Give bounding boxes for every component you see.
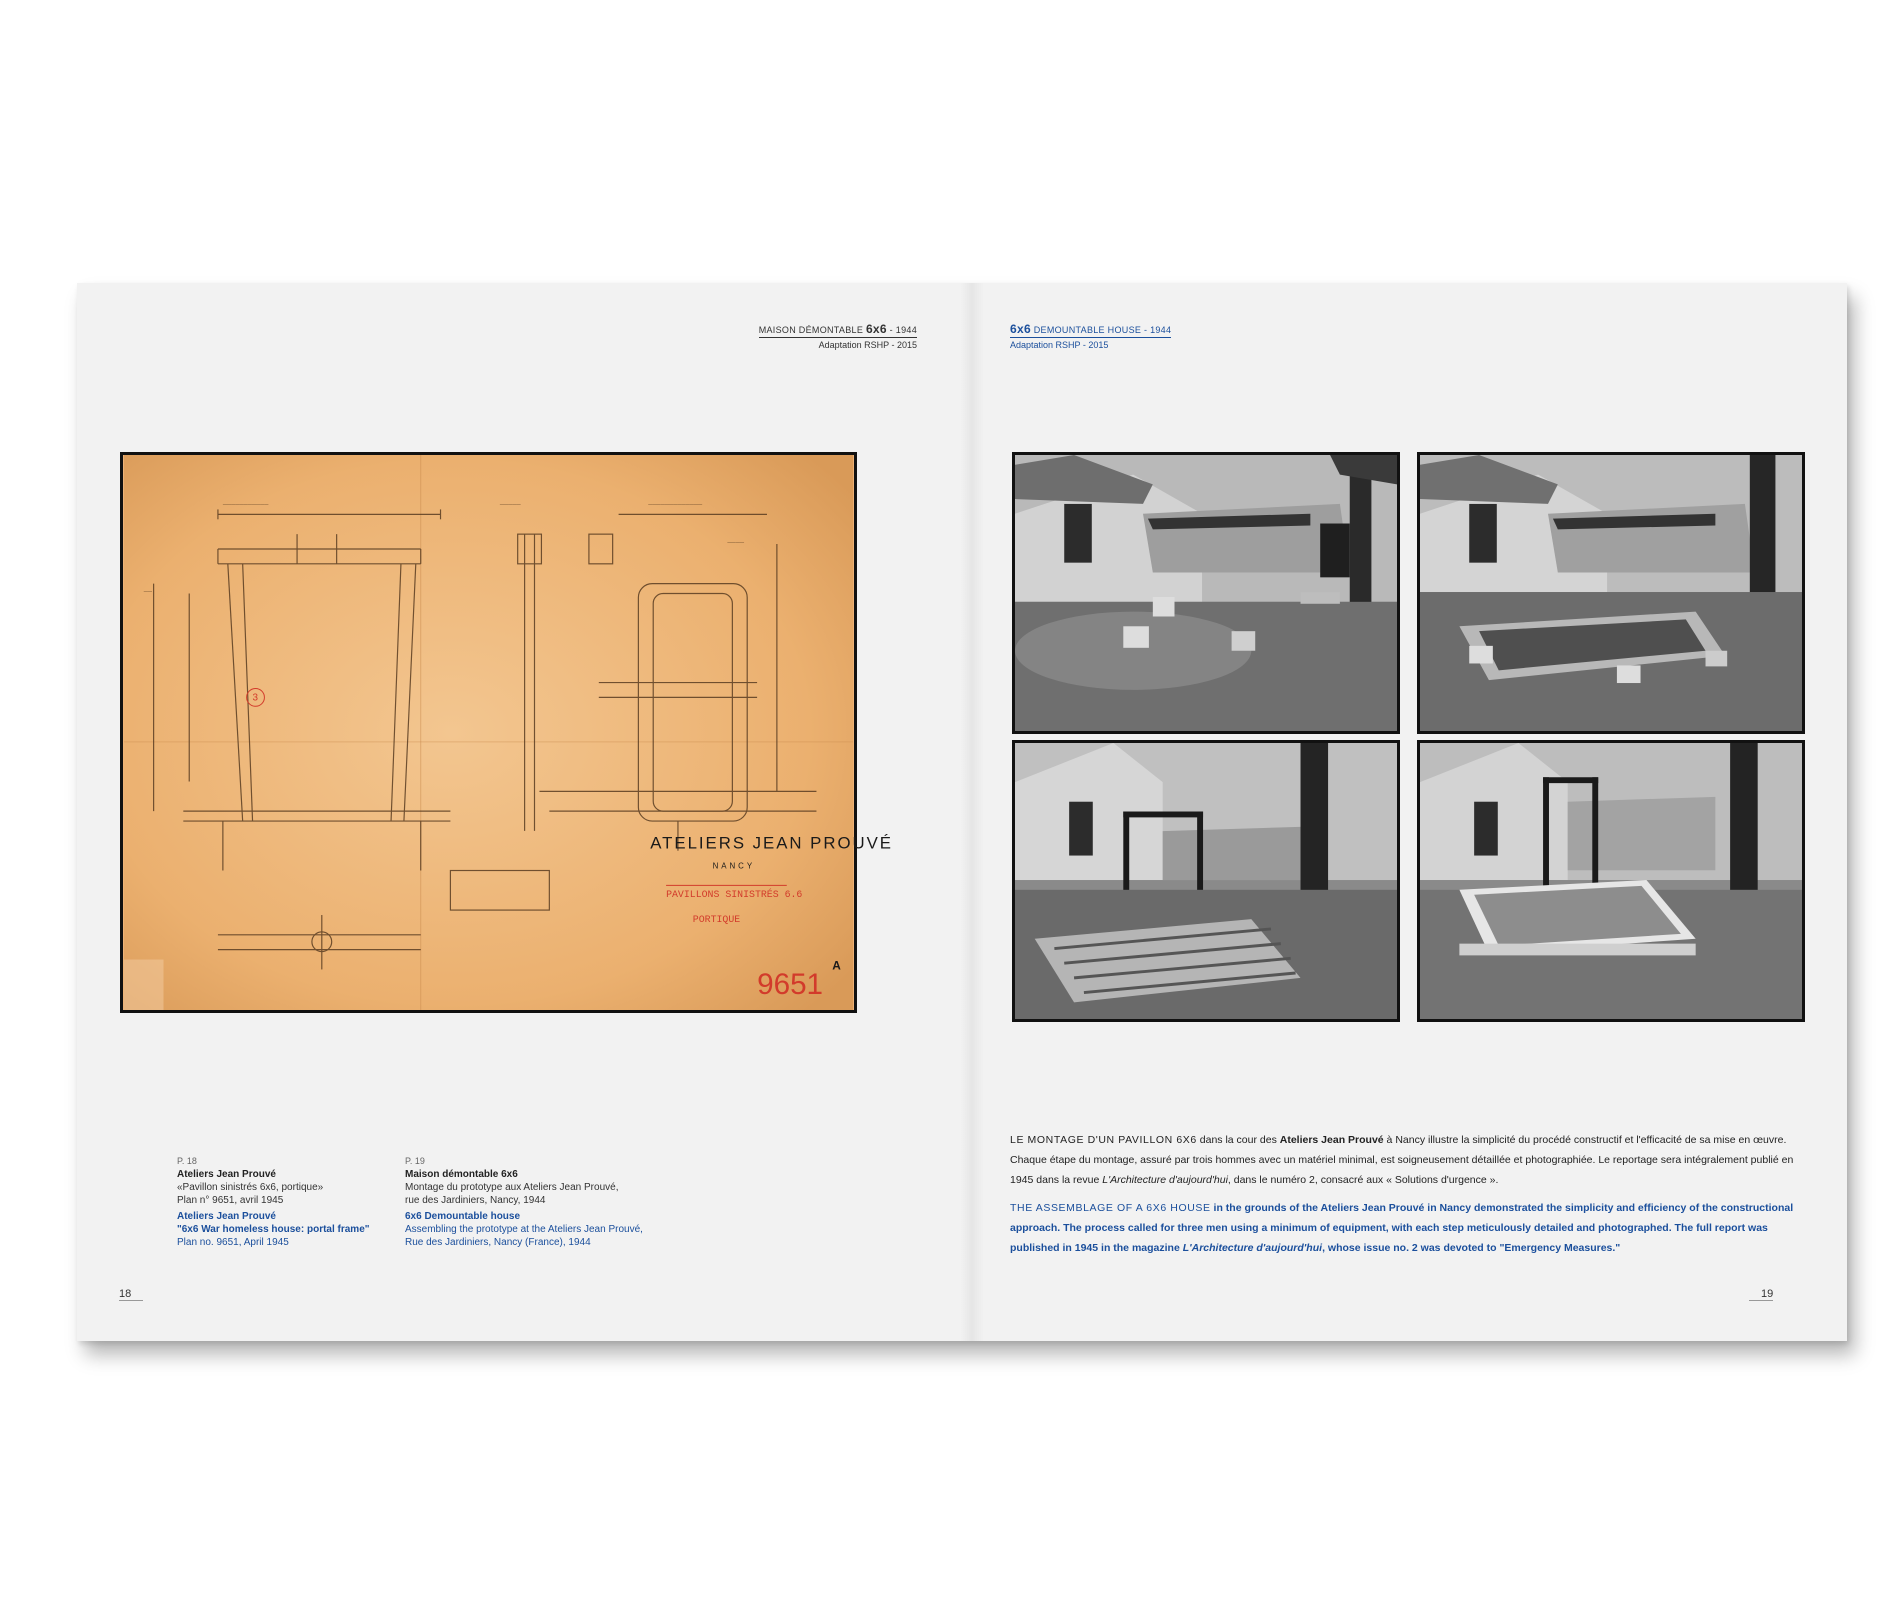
body-fr-text1: dans la cour des xyxy=(1196,1134,1280,1146)
caption-right-line1: Montage du prototype aux Ateliers Jean Prouvé, xyxy=(405,1182,619,1193)
svg-text:————: ———— xyxy=(727,539,744,548)
blueprint-circle-number: 3 xyxy=(252,692,259,704)
body-paragraph-en xyxy=(1010,1198,1808,1258)
caption-right-en-line2: Rue des Jardiniers, Nancy (France), 1944 xyxy=(405,1237,591,1248)
body-fr-lead: LE MONTAGE D'UN PAVILLON 6X6 xyxy=(1010,1134,1197,1146)
svg-text:—————————————: ————————————— xyxy=(648,501,703,510)
photo-assembly-1 xyxy=(1012,452,1400,734)
caption-right-page: P. 19 xyxy=(405,1156,425,1166)
body-fr-text3: , dans le numéro 2, consacré aux « Solutions d'urgence ». xyxy=(1227,1174,1499,1186)
body-text xyxy=(1010,1130,1808,1258)
blueprint-sheet-title-2: PORTIQUE xyxy=(692,913,741,925)
header-right-big: 6x6 xyxy=(1010,322,1031,336)
caption-right-en-title: 6x6 Demountable house xyxy=(405,1211,521,1222)
header-right-sub: Adaptation RSHP - 2015 xyxy=(1010,340,1109,350)
caption-left-line1: «Pavillon sinistrés 6x6, portique» xyxy=(177,1182,324,1193)
body-fr-bold: Ateliers Jean Prouvé xyxy=(1279,1134,1384,1146)
gutter-shadow xyxy=(960,283,984,1341)
svg-text:———————————: ——————————— xyxy=(222,501,269,510)
body-en-lead: THE ASSEMBLAGE OF A 6X6 HOUSE xyxy=(1010,1202,1211,1214)
blueprint-drawing xyxy=(120,452,894,1013)
caption-left xyxy=(177,1155,417,1249)
header-left-suffix: - 1944 xyxy=(886,325,917,335)
blueprint-city: NANCY xyxy=(712,861,756,871)
body-fr-italic: L'Architecture d'aujourd'hui xyxy=(1102,1174,1228,1186)
caption-left-en-line2: Plan no. 9651, April 1945 xyxy=(177,1237,289,1248)
body-en-text2: , whose issue no. 2 was devoted to "Emergency Measures." xyxy=(1322,1242,1621,1254)
body-paragraph-fr xyxy=(1010,1130,1808,1190)
caption-left-page: P. 18 xyxy=(177,1156,197,1166)
svg-text:—————: ————— xyxy=(499,501,521,510)
photo-assembly-2 xyxy=(1417,452,1805,734)
book-spread xyxy=(77,283,1847,1341)
caption-left-title: Ateliers Jean Prouvé xyxy=(177,1169,276,1180)
svg-text:——: —— xyxy=(143,588,153,597)
blueprint-corner-mark: A xyxy=(832,958,841,973)
body-en-text1: in the grounds of the Ateliers Jean Prouvé in Nancy demonstrated the simplicity and efficiency of the constructional approach. The process called for three men using a minimum of equipment, with each step meticulously detailed and photographed. The full report was published in 1945 in the magazine xyxy=(1010,1202,1794,1254)
header-right-suffix: DEMOUNTABLE HOUSE - 1944 xyxy=(1030,325,1172,335)
blueprint-brand: ATELIERS JEAN PROUVÉ xyxy=(650,833,894,853)
photo-assembly-4 xyxy=(1417,740,1805,1022)
page-number-left: 18 xyxy=(119,1288,143,1301)
caption-right xyxy=(405,1155,645,1249)
blueprint-svg xyxy=(123,455,894,1010)
header-left-sub: Adaptation RSHP - 2015 xyxy=(818,340,917,350)
caption-left-en-line1: "6x6 War homeless house: portal frame" xyxy=(177,1224,370,1235)
caption-left-line2: Plan n° 9651, avril 1945 xyxy=(177,1195,284,1206)
body-fr-text2: à Nancy illustre la simplicité du procédé constructif et l'efficacité de sa mise en œuvre. Chaque étape du montage, assuré par trois hommes avec un matériel minimal, est soigneusement détaillée et photographiée. Le reportage sera intégralement publié en 1945 dans la revue xyxy=(1010,1134,1794,1186)
page-number-right: 19 xyxy=(1749,1288,1773,1301)
body-en-italic: L'Architecture d'aujourd'hui xyxy=(1182,1242,1323,1254)
caption-right-line2: rue des Jardiniers, Nancy, 1944 xyxy=(405,1195,546,1206)
running-header-right xyxy=(1010,320,1370,350)
blueprint-sheet-title-1: PAVILLONS SINISTRÉS 6.6 xyxy=(666,889,803,901)
caption-right-en-line1: Assembling the prototype at the Ateliers Jean Prouvé, xyxy=(405,1224,643,1235)
photo-assembly-3 xyxy=(1012,740,1400,1022)
header-left-big: 6x6 xyxy=(865,322,887,336)
blueprint-plan-number: 9651 xyxy=(757,968,824,1002)
caption-left-en-title: Ateliers Jean Prouvé xyxy=(177,1211,276,1222)
header-left-prefix: MAISON DÉMONTABLE xyxy=(758,325,866,335)
running-header-left xyxy=(557,320,917,350)
caption-right-title: Maison démontable 6x6 xyxy=(405,1169,518,1180)
